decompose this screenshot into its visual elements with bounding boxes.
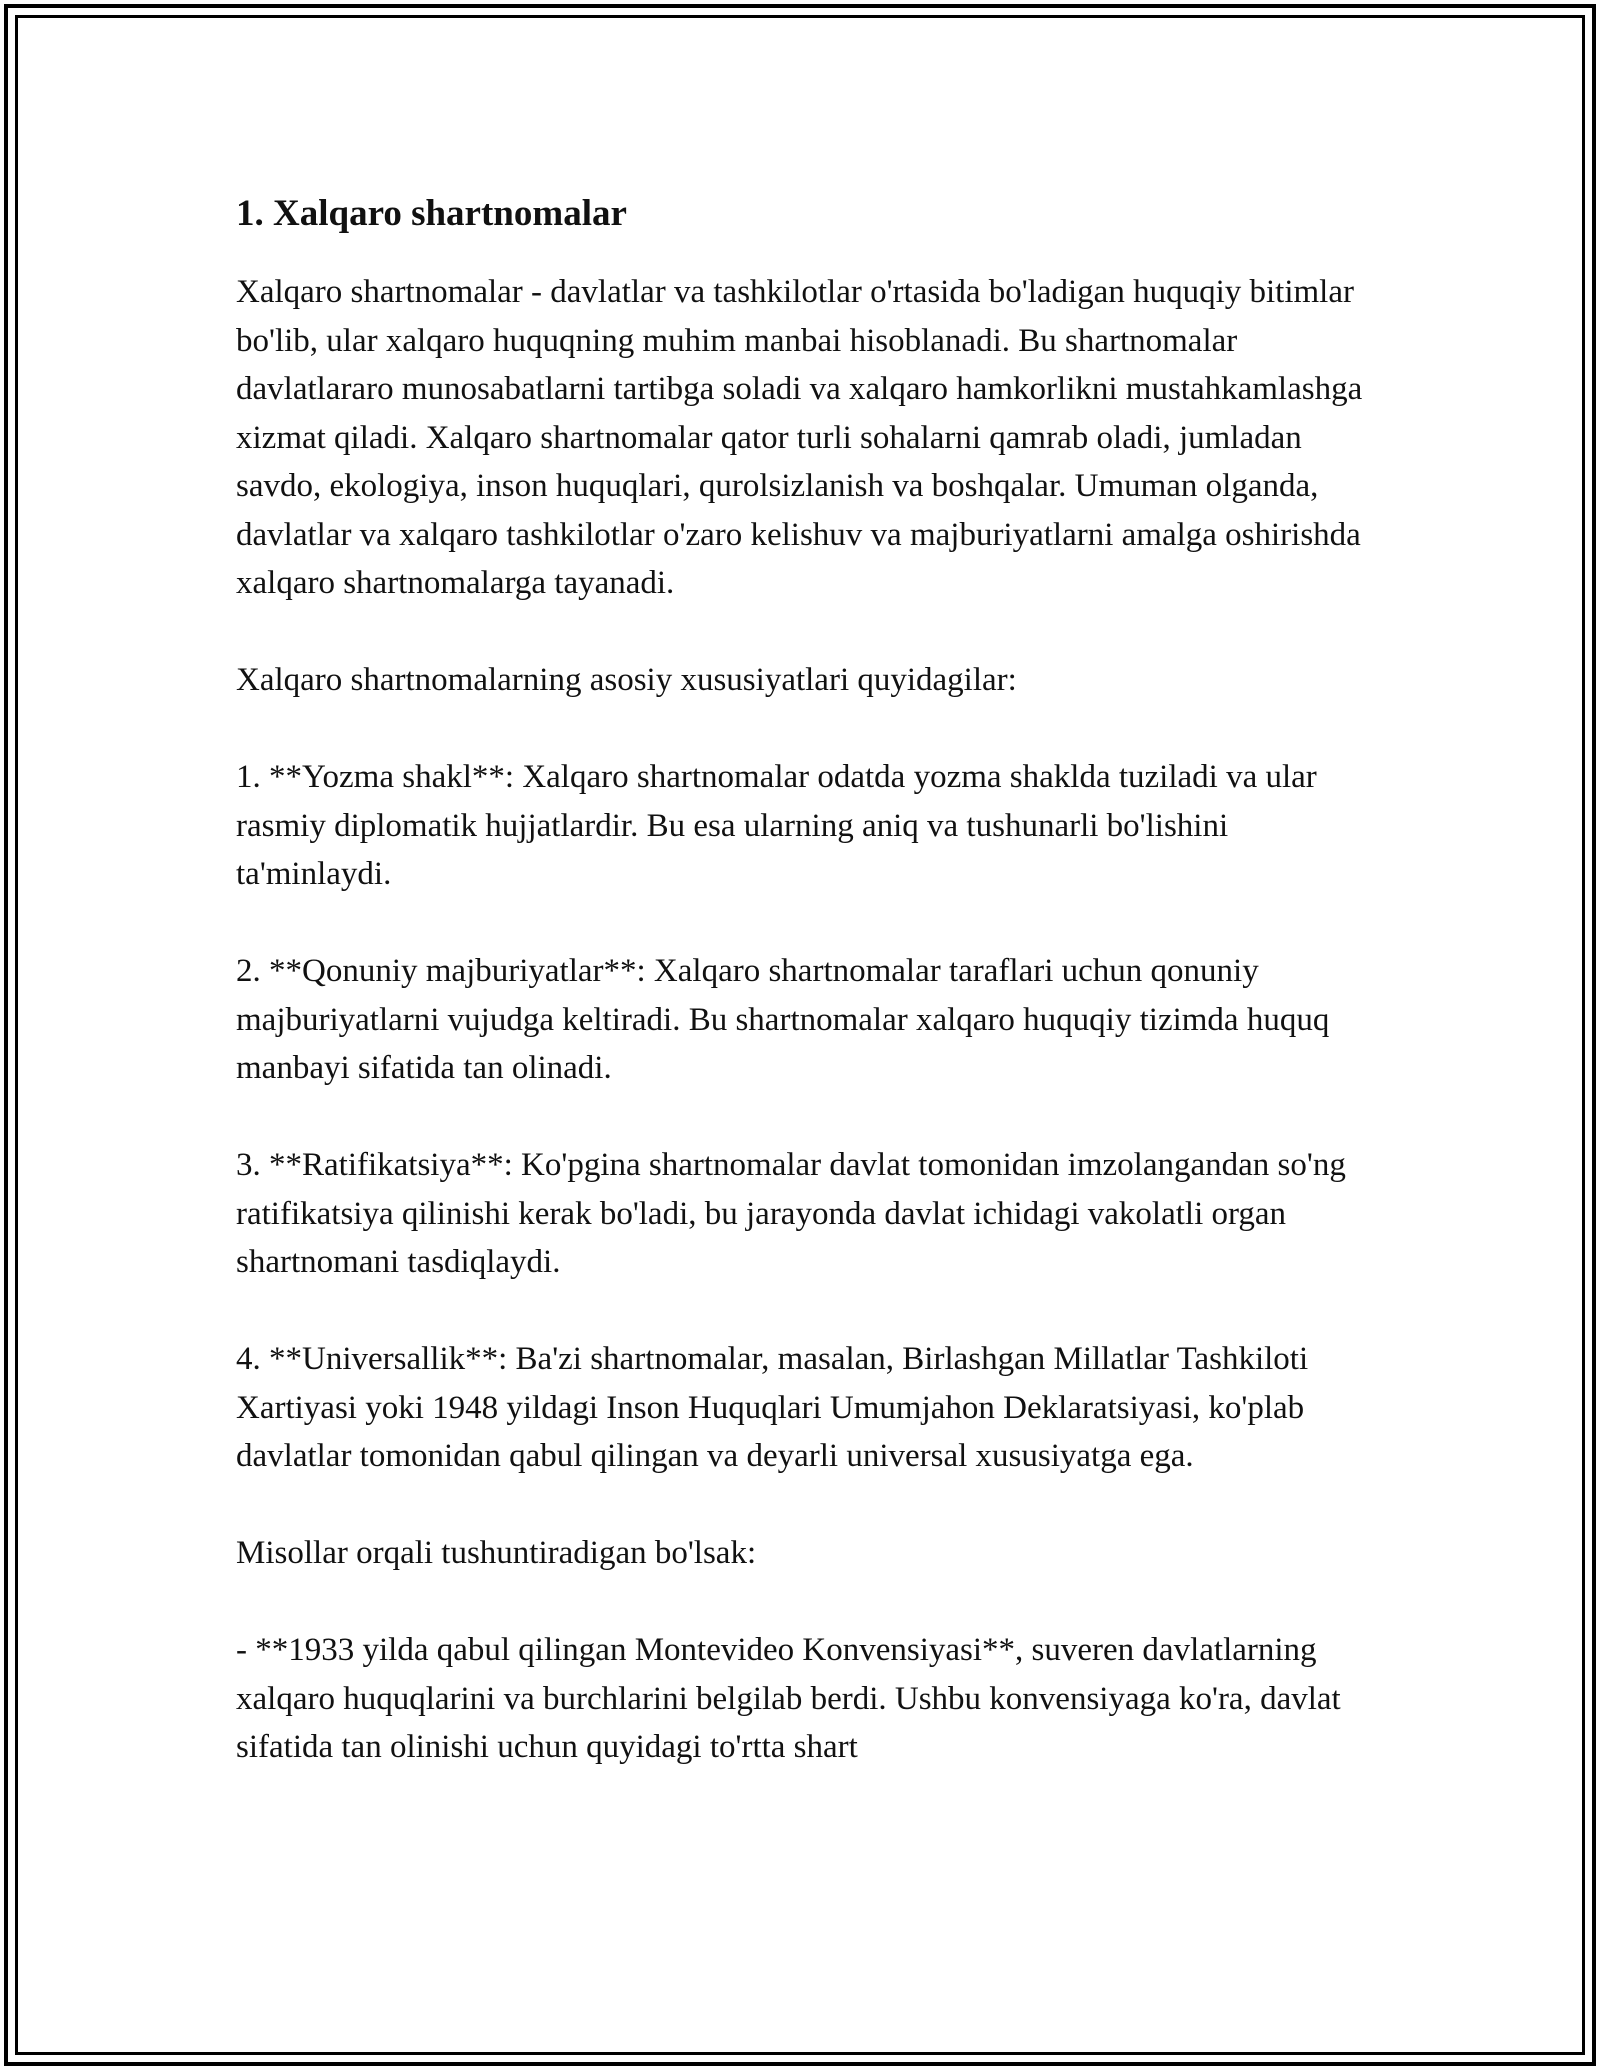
example-item-montevideo: - **1933 yilda qabul qilingan Montevideo Konvensiyasi**, suveren davlatlarning xalqaro huquqlarini va burchlarini belgilab berdi. Ushbu konvensiyaga ko'ra, davlat sifatida tan olinishi uchun quyidagi to'rtta shart	[236, 1632, 1341, 1765]
features-lead-paragraph: Xalqaro shartnomalarning asosiy xususiyatlari quyidagilar:	[236, 662, 1017, 698]
feature-item-universality: 4. **Universallik**: Ba'zi shartnomalar, masalan, Birlashgan Millatlar Tashkiloti Xartiyasi yoki 1948 yildagi Inson Huquqlari Umumjahon Deklaratsiyasi, ko'plab davlatlar tomonidan qabul qilingan va deyarli universal xususiyatga ega.	[236, 1341, 1309, 1474]
document-body	[236, 188, 1376, 1772]
intro-paragraph: Xalqaro shartnomalar - davlatlar va tashkilotlar o'rtasida bo'ladigan huquqiy bitimlar bo'lib, ular xalqaro huquqning muhim manbai hisoblanadi. Bu shartnomalar davlatlararo munosabatlarni tartibga soladi va xalqaro hamkorlikni mustahkamlashga xizmat qiladi. Xalqaro shartnomalar qator turli sohalarni qamrab oladi, jumladan savdo, ekologiya, inson huquqlari, qurolsizlanish va boshqalar. Umuman olganda, davlatlar va xalqaro tashkilotlar o'zaro kelishuv va majburiyatlarni amalga oshirishda xalqaro shartnomalarga tayanadi.	[236, 274, 1363, 601]
feature-item-ratification: 3. **Ratifikatsiya**: Ko'pgina shartnomalar davlat tomonidan imzolangandan so'ng ratifikatsiya qilinishi kerak bo'ladi, bu jarayonda davlat ichidagi vakolatli organ shartnomani tasdiqlaydi.	[236, 1147, 1346, 1280]
feature-item-legal-obligations: 2. **Qonuniy majburiyatlar**: Xalqaro shartnomalar taraflari uchun qonuniy majburiyatlarni vujudga keltiradi. Bu shartnomalar xalqaro huquqiy tizimda huquq manbayi sifatida tan olinadi.	[236, 953, 1330, 1086]
section-heading: 1. Xalqaro shartnomalar	[236, 193, 627, 234]
examples-lead-paragraph: Misollar orqali tushuntiradigan bo'lsak:	[236, 1535, 757, 1571]
feature-item-written-form: 1. **Yozma shakl**: Xalqaro shartnomalar odatda yozma shaklda tuziladi va ular rasmiy diplomatik hujjatlardir. Bu esa ularning aniq va tushunarli bo'lishini ta'minlaydi.	[236, 759, 1317, 892]
